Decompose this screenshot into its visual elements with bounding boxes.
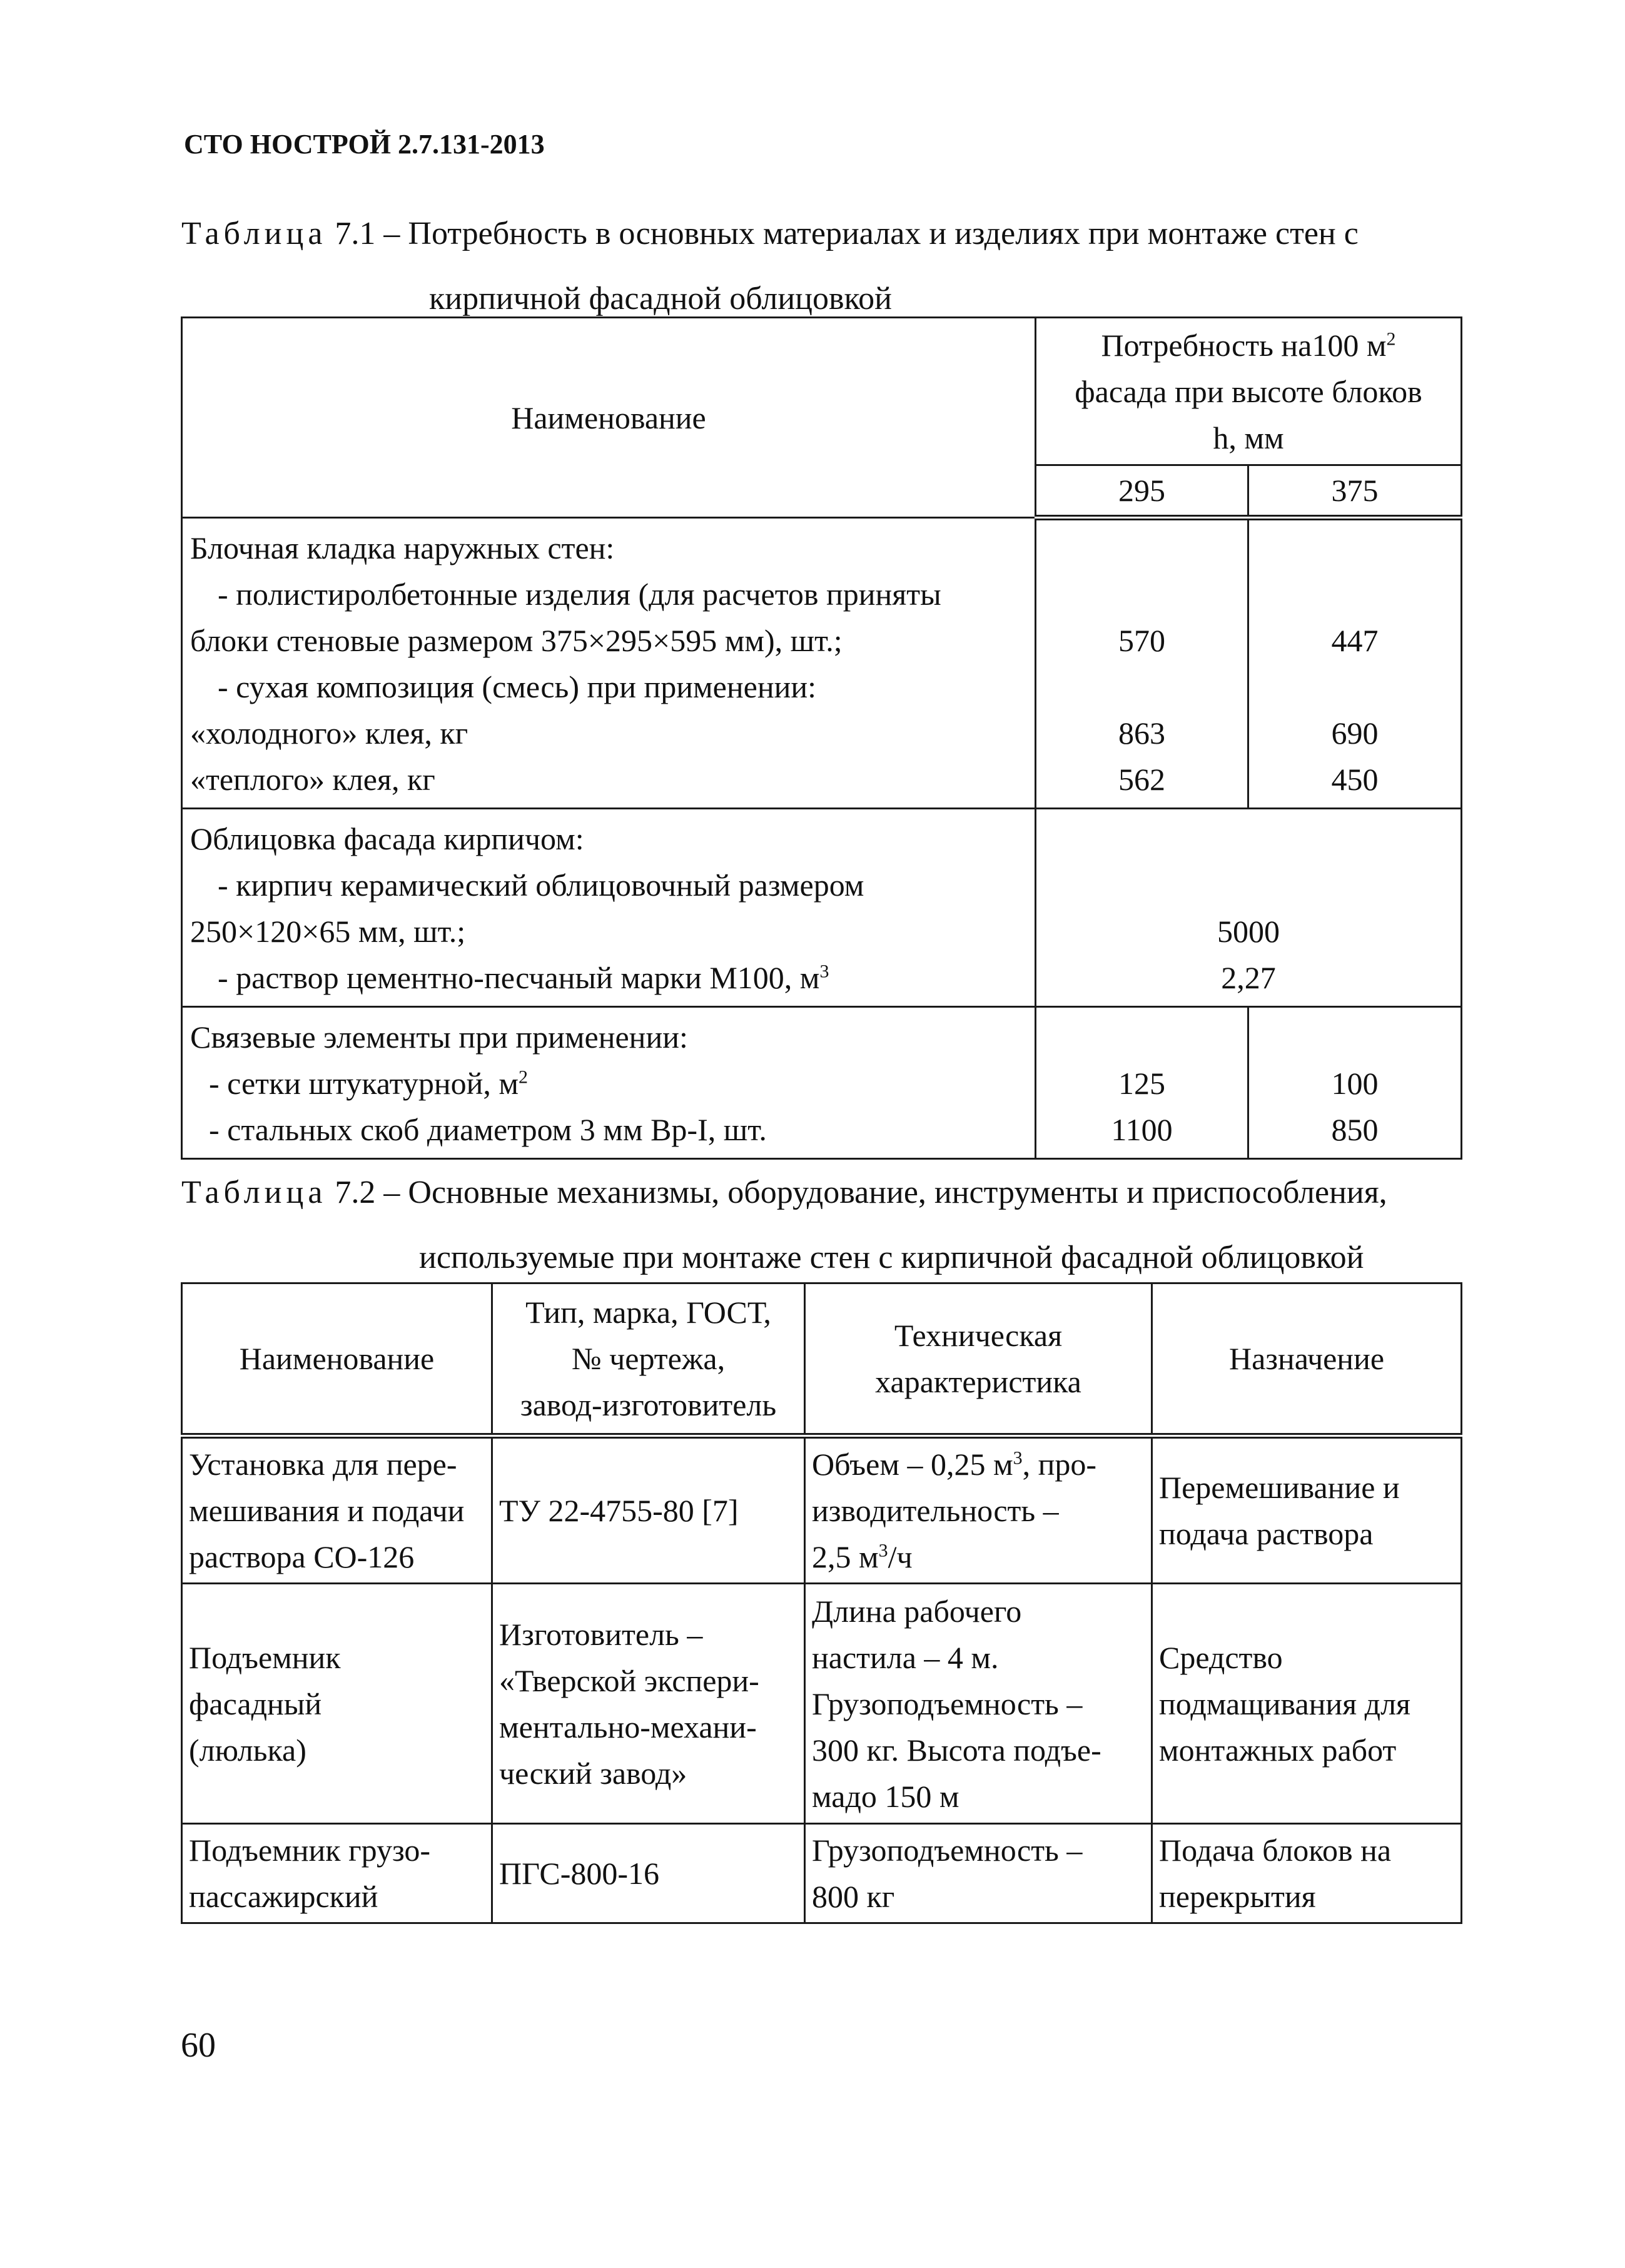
cell-line: блоки стеновые размером 375×295×595 мм), шт.;: [190, 623, 843, 658]
cell-line: [812, 1441, 1146, 1487]
caption-line-1: 7.2 – Основные механизмы, оборудование, инструменты и приспособления,: [327, 1175, 1387, 1210]
cell-line: - стальных скоб диаметром 3 мм Вр-I, шт.: [209, 1112, 767, 1147]
caption-line-2: используемые при монтаже стен с кирпичной фасадной облицовкой: [419, 1240, 1364, 1275]
cell-line: - сухая композиция (смесь) при применении:: [218, 669, 816, 704]
cell-text: Объем – 0,25 м: [812, 1447, 1013, 1482]
cell-line: ментально-механи-: [499, 1709, 757, 1744]
header-tech: [805, 1283, 1152, 1436]
cell-line: Изготовитель –: [499, 1616, 703, 1652]
header-line: характеристика: [875, 1364, 1081, 1399]
header-line: Техническая: [894, 1318, 1063, 1353]
cell-tech: [805, 1436, 1152, 1584]
caption-label: Таблица: [181, 1175, 327, 1210]
cell-text: 2,5 м: [812, 1539, 879, 1574]
unit-sup: 2: [519, 1066, 529, 1088]
cell-line: настила – 4 м.: [812, 1639, 999, 1675]
caption-line-1: 7.1 – Потребность в основных материалах и изделиях при монтаже стен с: [327, 216, 1359, 251]
cell-text: /ч: [888, 1539, 913, 1574]
cell-line: Перемешивание и: [1159, 1470, 1400, 1505]
cell-line: перекрытия: [1159, 1879, 1316, 1914]
cell-line: раствора СО-126: [189, 1539, 415, 1574]
cell-line: - кирпич керамический облицовочный размером: [218, 868, 864, 903]
cell-line: 300 кг. Высота подъе-: [812, 1732, 1101, 1768]
cell-purpose: [1152, 1824, 1462, 1923]
values-295-cell: [1036, 518, 1248, 809]
header-line: Тип, марка, ГОСТ,: [525, 1295, 771, 1330]
header-need: [1036, 318, 1462, 465]
header-name: Наименование: [182, 1283, 492, 1436]
values-375-cell: [1248, 1007, 1462, 1159]
table-caption-7-2: [181, 1160, 1387, 1290]
cell-line: Связевые элементы при применении:: [190, 1020, 688, 1055]
table-7-1: [181, 316, 1462, 1160]
value: 100: [1331, 1066, 1379, 1101]
table-row: [182, 1584, 1462, 1824]
table-caption-7-1: [181, 201, 1359, 332]
cell-line: «холодного» клея, кг: [190, 716, 468, 751]
caption-line-2: кирпичной фасадной облицовкой: [429, 281, 893, 316]
cell-line: [190, 1060, 1028, 1106]
cell-purpose: [1152, 1584, 1462, 1824]
values-295-cell: [1036, 1007, 1248, 1159]
value-spacer: [1252, 664, 1458, 710]
cell-line: «теплого» клея, кг: [190, 762, 435, 797]
header-line: завод-изготовитель: [520, 1387, 777, 1422]
cell-line: подача раствора: [1159, 1516, 1374, 1551]
value: 570: [1118, 623, 1165, 658]
cell-line: мешивания и подачи: [189, 1493, 465, 1528]
header-line: № чертежа,: [571, 1341, 726, 1376]
cell-line: ПГС-800-16: [499, 1856, 660, 1891]
table-row: [182, 1436, 1462, 1584]
cell-text: - сетки штукатурной, м: [209, 1066, 519, 1101]
header-purpose: Назначение: [1152, 1283, 1462, 1436]
value: 5000: [1217, 914, 1280, 949]
cell-line: 250×120×65 мм, шт.;: [190, 914, 466, 949]
cell-text: - раствор цементно-песчаный марки М100, м: [218, 960, 820, 995]
cell-name: [182, 1436, 492, 1584]
values-375-cell: [1248, 518, 1462, 809]
header-type: [492, 1283, 805, 1436]
cell-purpose: [1152, 1436, 1462, 1584]
cell-name: [182, 1584, 492, 1824]
cell-line: Подъемник: [189, 1639, 341, 1675]
cell-line: Облицовка фасада кирпичом:: [190, 821, 584, 856]
cell-name: [182, 1824, 492, 1923]
value: 450: [1331, 762, 1379, 797]
cell-line: (люлька): [189, 1732, 306, 1768]
header-name: Наименование: [182, 318, 1036, 518]
value: 125: [1118, 1066, 1165, 1101]
value: 562: [1118, 762, 1165, 797]
header-col-375: 375: [1248, 465, 1462, 518]
unit-sup: 3: [819, 961, 829, 982]
cell-line: фасадный: [189, 1686, 322, 1721]
cell-line: мадо 150 м: [812, 1778, 959, 1814]
cell-line: изводительность –: [812, 1493, 1059, 1528]
value: 1100: [1111, 1112, 1173, 1147]
row-name-cell: [182, 809, 1036, 1007]
cell-type: [492, 1584, 805, 1824]
cell-line: подмащивания для: [1159, 1686, 1411, 1721]
page-number: 60: [181, 2026, 216, 2065]
value: 850: [1331, 1112, 1379, 1147]
header-need-line: фасада при высоте блоков: [1075, 373, 1422, 409]
values-merged-cell: [1036, 809, 1462, 1007]
header-col-295: 295: [1036, 465, 1248, 518]
cell-line: Грузоподъемность –: [812, 1833, 1083, 1868]
cell-line: - полистиролбетонные изделия (для расчетов приняты: [218, 577, 941, 612]
cell-line: 800 кг: [812, 1879, 895, 1914]
cell-line: Установка для пере-: [189, 1447, 457, 1482]
value: 2,27: [1221, 960, 1276, 995]
value-spacer: [1039, 664, 1245, 710]
cell-type: [492, 1436, 805, 1584]
value: 690: [1331, 716, 1379, 751]
cell-line: монтажных работ: [1159, 1732, 1397, 1768]
cell-line: Грузоподъемность –: [812, 1686, 1083, 1721]
row-name-cell: [182, 518, 1036, 809]
caption-label: Таблица: [181, 216, 327, 251]
table-row: [182, 809, 1462, 1007]
header-need-sup: 2: [1386, 328, 1396, 349]
header-need-line: Потребность на100 м: [1101, 327, 1387, 363]
unit-sup: 3: [878, 1540, 888, 1561]
cell-text: , про-: [1022, 1447, 1097, 1482]
unit-sup: 3: [1013, 1447, 1023, 1469]
header-need-line: h, мм: [1213, 420, 1284, 455]
table-row: [182, 518, 1462, 809]
table-row: [182, 1824, 1462, 1923]
cell-line: [190, 954, 1028, 1001]
cell-line: «Тверской экспери-: [499, 1663, 759, 1698]
cell-line: Длина рабочего: [812, 1593, 1022, 1629]
cell-type: [492, 1824, 805, 1923]
cell-line: [812, 1534, 1146, 1580]
row-name-cell: [182, 1007, 1036, 1159]
cell-line: пассажирский: [189, 1879, 378, 1914]
value: 447: [1331, 623, 1379, 658]
cell-tech: [805, 1584, 1152, 1824]
cell-line: Подъемник грузо-: [189, 1833, 431, 1868]
cell-tech: [805, 1824, 1152, 1923]
cell-line: Подача блоков на: [1159, 1833, 1392, 1868]
cell-line: ческий завод»: [499, 1755, 687, 1791]
table-row: [182, 1007, 1462, 1159]
cell-line: Средство: [1159, 1639, 1283, 1675]
cell-line: Блочная кладка наружных стен:: [190, 530, 615, 565]
document-header: СТО НОСТРОЙ 2.7.131-2013: [184, 129, 545, 159]
table-7-2: [181, 1282, 1462, 1924]
cell-line: ТУ 22-4755-80 [7]: [499, 1493, 739, 1528]
value: 863: [1118, 716, 1165, 751]
